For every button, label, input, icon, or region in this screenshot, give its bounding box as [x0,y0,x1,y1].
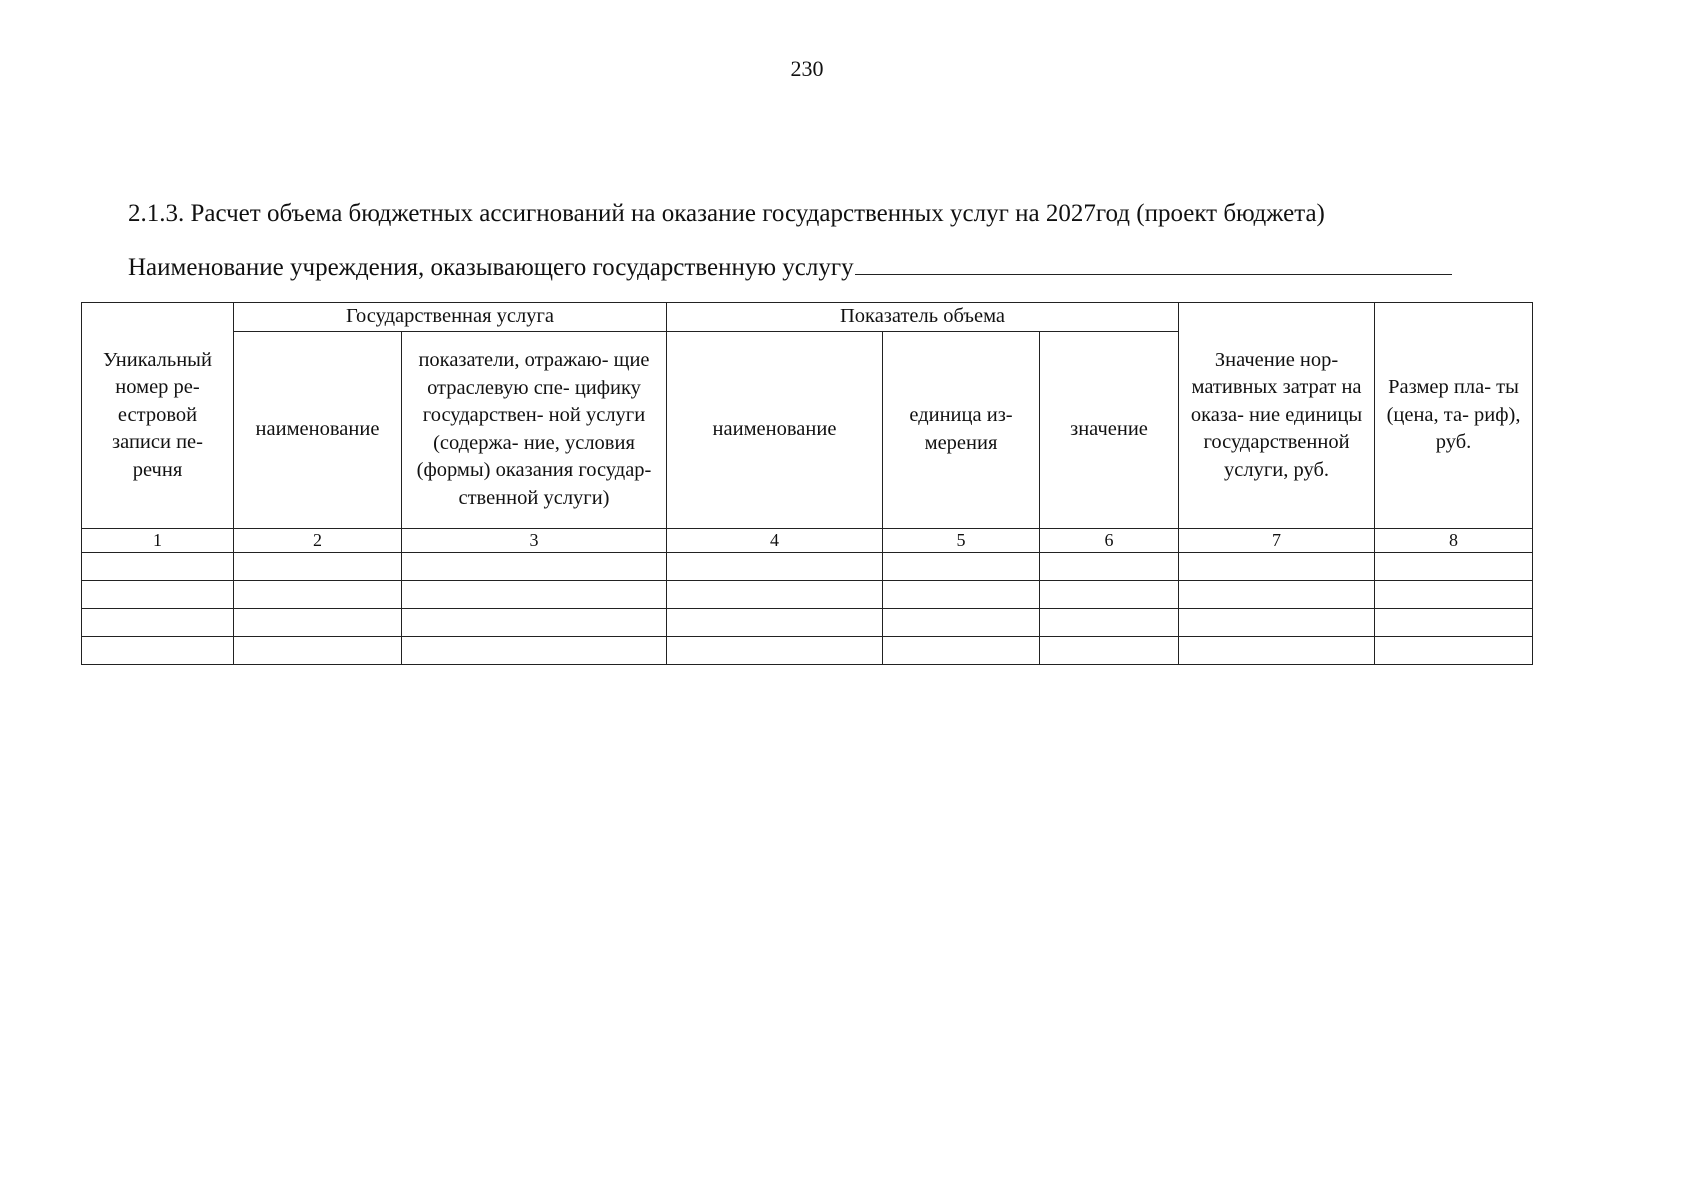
table-cell [883,580,1040,608]
institution-fill-line [855,252,1452,275]
table-cell [883,608,1040,636]
table-cell [82,580,234,608]
header-volume-unit: единица из- мерения [883,331,1040,528]
table-cell [1179,636,1375,664]
header-service-name: наименование [234,331,402,528]
table-row [82,580,1533,608]
table-cell [1375,580,1533,608]
table-cell [234,608,402,636]
table-row [82,636,1533,664]
table-cell [1375,636,1533,664]
table-cell [82,636,234,664]
table-cell [667,552,883,580]
table-cell [1040,636,1179,664]
table-cell [1040,552,1179,580]
institution-label: Наименование учреждения, оказывающего государственную услугу [128,254,854,281]
table-cell [1179,580,1375,608]
table-cell [1040,608,1179,636]
column-number: 6 [1040,528,1179,552]
table-cell [234,552,402,580]
table-cell [1179,608,1375,636]
column-number: 4 [667,528,883,552]
table-cell [402,580,667,608]
column-number: 7 [1179,528,1375,552]
header-fee: Размер пла- ты (цена, та- риф), руб. [1375,303,1533,529]
table-cell [234,580,402,608]
table-row [82,608,1533,636]
table-cell [402,636,667,664]
table-cell [1375,552,1533,580]
table-cell [667,636,883,664]
institution-line [128,252,1452,282]
header-unique-number: Уникальный номер ре- естровой записи пе- речня [82,303,234,529]
table-row [82,552,1533,580]
column-number: 1 [82,528,234,552]
table-cell [667,608,883,636]
table-cell [667,580,883,608]
header-group-volume-indicator: Показатель объема [667,303,1179,332]
budget-calculation-table [81,302,1533,665]
table-cell [1040,580,1179,608]
table-cell [82,552,234,580]
table-cell [883,552,1040,580]
header-volume-name: наименование [667,331,883,528]
table-cell [1375,608,1533,636]
table-cell [82,608,234,636]
column-number: 8 [1375,528,1533,552]
header-group-state-service: Государственная услуга [234,303,667,332]
column-number-row [82,528,1533,552]
page-number: 230 [790,56,824,81]
table-cell [883,636,1040,664]
header-service-indicators: показатели, отражаю- щие отраслевую спе- цифику государствен- ной услуги (содержа- ние, условия (формы) оказания государ- ственной услуги) [402,331,667,528]
table-cell [234,636,402,664]
header-normative-cost: Значение нор- мативных затрат на оказа- ние единицы государственной услуги, руб. [1179,303,1375,529]
column-number: 5 [883,528,1040,552]
table-cell [402,552,667,580]
header-volume-value: значение [1040,331,1179,528]
section-title: 2.1.3. Расчет объема бюджетных ассигнований на оказание государственных услуг на 2027год (проект бюджета) [128,200,1325,227]
column-number: 2 [234,528,402,552]
table-cell [1179,552,1375,580]
column-number: 3 [402,528,667,552]
table-cell [402,608,667,636]
